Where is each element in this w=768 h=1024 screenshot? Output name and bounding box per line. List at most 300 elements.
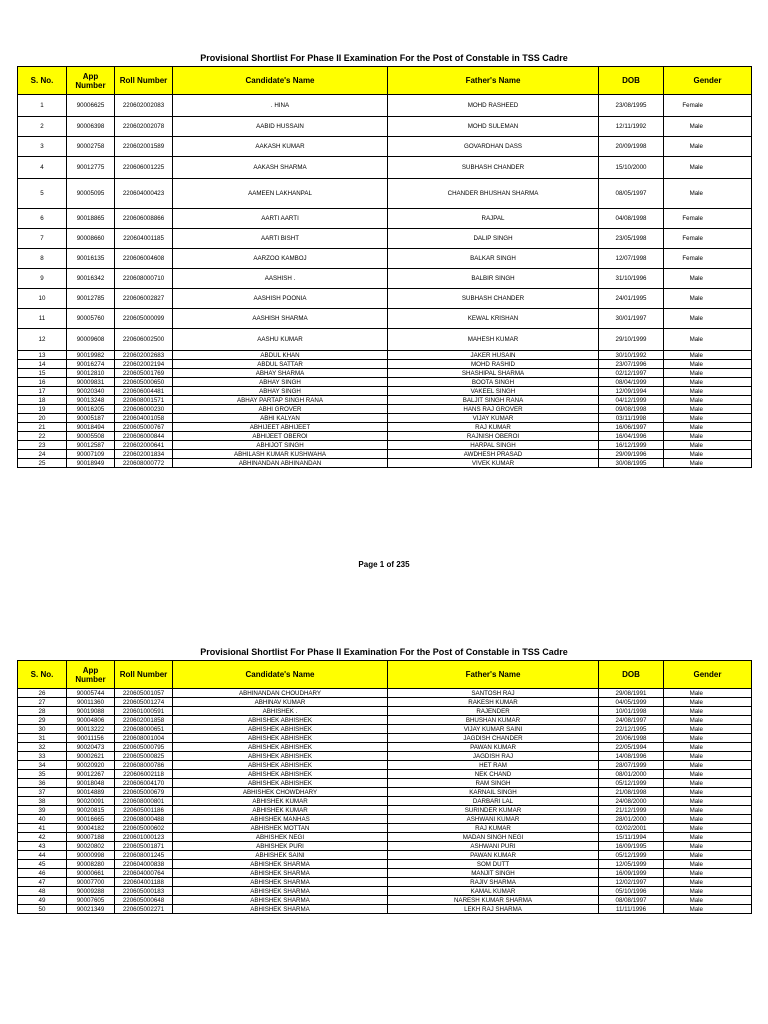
cell-app-number: 90008660 [67, 229, 115, 249]
cell-app-number: 90012775 [67, 157, 115, 179]
cell-roll-number: 220608000710 [115, 269, 173, 289]
cell-sno: 16 [18, 378, 67, 387]
table-row [18, 351, 752, 360]
cell-sno: 26 [18, 689, 67, 698]
cell-roll-number: 220608000488 [115, 815, 173, 824]
table-row [18, 396, 752, 405]
cell-candidate-name: ABHAY SINGH [173, 378, 388, 387]
cell-father-name: RAJPAL [388, 209, 599, 229]
cell-sno: 33 [18, 752, 67, 761]
cell-sno: 39 [18, 806, 67, 815]
cell-sno: 3 [18, 137, 67, 157]
table-row [18, 378, 752, 387]
table-row [18, 269, 752, 289]
cell-dob: 08/01/2000 [599, 770, 664, 779]
cell-gender: Male [664, 878, 752, 887]
cell-gender: Male [664, 752, 752, 761]
cell-gender: Male [664, 157, 752, 179]
cell-app-number: 90012785 [67, 289, 115, 309]
cell-sno: 12 [18, 329, 67, 351]
cell-father-name: ASHWANI PURI [388, 842, 599, 851]
cell-roll-number: 220602000641 [115, 441, 173, 450]
cell-candidate-name: AARTI AARTI [173, 209, 388, 229]
cell-father-name: DALIP SINGH [388, 229, 599, 249]
cell-dob: 21/12/1999 [599, 806, 664, 815]
cell-sno: 47 [18, 878, 67, 887]
cell-roll-number: 220608000786 [115, 761, 173, 770]
cell-roll-number: 220606000230 [115, 405, 173, 414]
cell-gender: Male [664, 698, 752, 707]
cell-app-number: 90012810 [67, 369, 115, 378]
cell-dob: 15/11/1994 [599, 833, 664, 842]
cell-gender: Male [664, 309, 752, 329]
cell-roll-number: 220604001185 [115, 229, 173, 249]
cell-father-name: CHANDER BHUSHAN SHARMA [388, 179, 599, 209]
cell-father-name: KARNAIL SINGH [388, 788, 599, 797]
table-row [18, 157, 752, 179]
cell-candidate-name: ABHINANDAN ABHINANDAN [173, 459, 388, 468]
table-row [18, 824, 752, 833]
cell-dob: 16/09/1995 [599, 842, 664, 851]
cell-app-number: 90020802 [67, 842, 115, 851]
cell-roll-number: 220608001245 [115, 851, 173, 860]
cell-gender: Male [664, 779, 752, 788]
cell-sno: 2 [18, 117, 67, 137]
cell-candidate-name: ABHI KALYAN [173, 414, 388, 423]
cell-gender: Male [664, 459, 752, 468]
cell-app-number: 90020815 [67, 806, 115, 815]
cell-app-number: 90002621 [67, 752, 115, 761]
cell-father-name: VIJAY KUMAR [388, 414, 599, 423]
cell-candidate-name: . HINA [173, 95, 388, 117]
cell-roll-number: 220602002194 [115, 360, 173, 369]
cell-dob: 09/08/1998 [599, 405, 664, 414]
cell-candidate-name: ABDUL SATTAR [173, 360, 388, 369]
cell-app-number: 90016205 [67, 405, 115, 414]
cell-candidate-name: ABHISHEK ABHISHEK [173, 761, 388, 770]
cell-father-name: RAJIV SHARMA [388, 878, 599, 887]
cell-dob: 30/08/1995 [599, 459, 664, 468]
cell-sno: 31 [18, 734, 67, 743]
table-row [18, 689, 752, 698]
cell-father-name: MAHESH KUMAR [388, 329, 599, 351]
table-row [18, 878, 752, 887]
cell-gender: Male [664, 387, 752, 396]
cell-roll-number: 220605000679 [115, 788, 173, 797]
cell-father-name: RAJNISH OBEROI [388, 432, 599, 441]
cell-roll-number: 220605001769 [115, 369, 173, 378]
table-row [18, 896, 752, 905]
cell-candidate-name: ABHINANDAN CHOUDHARY [173, 689, 388, 698]
col-sno: S. No. [18, 67, 67, 95]
cell-father-name: ASHWANI KUMAR [388, 815, 599, 824]
table-header-row [18, 661, 752, 689]
cell-candidate-name: ABHISHEK ABHISHEK [173, 779, 388, 788]
cell-dob: 29/09/1996 [599, 450, 664, 459]
cell-candidate-name: ABHAY PARTAP SINGH RANA [173, 396, 388, 405]
table-row [18, 441, 752, 450]
cell-sno: 40 [18, 815, 67, 824]
cell-dob: 08/05/1997 [599, 179, 664, 209]
table-row [18, 117, 752, 137]
col-dob: DOB [599, 661, 664, 689]
table-row [18, 734, 752, 743]
cell-sno: 30 [18, 725, 67, 734]
table-body [18, 95, 752, 468]
cell-dob: 29/08/1991 [599, 689, 664, 698]
cell-father-name: PAWAN KUMAR [388, 851, 599, 860]
cell-sno: 23 [18, 441, 67, 450]
cell-candidate-name: AAKASH KUMAR [173, 137, 388, 157]
cell-sno: 21 [18, 423, 67, 432]
cell-candidate-name: ABHIJEET ABHIJEET [173, 423, 388, 432]
cell-father-name: RAJENDER [388, 707, 599, 716]
table-row [18, 414, 752, 423]
cell-dob: 16/09/1999 [599, 869, 664, 878]
cell-gender: Male [664, 896, 752, 905]
cell-roll-number: 220606002827 [115, 289, 173, 309]
cell-gender: Male [664, 689, 752, 698]
cell-father-name: BHUSHAN KUMAR [388, 716, 599, 725]
cell-dob: 28/01/2000 [599, 815, 664, 824]
col-father-name: Father's Name [388, 661, 599, 689]
cell-candidate-name: ABHILASH KUMAR KUSHWAHA [173, 450, 388, 459]
col-app-number: App Number [67, 661, 115, 689]
col-sno: S. No. [18, 661, 67, 689]
cell-sno: 22 [18, 432, 67, 441]
table-row [18, 450, 752, 459]
cell-candidate-name: ABHISHEK NEGI [173, 833, 388, 842]
cell-roll-number: 220606002500 [115, 329, 173, 351]
cell-father-name: LEKH RAJ SHARMA [388, 905, 599, 914]
cell-father-name: MOHD RASHEED [388, 95, 599, 117]
cell-sno: 29 [18, 716, 67, 725]
table-row [18, 179, 752, 209]
cell-gender: Male [664, 396, 752, 405]
table-body [18, 689, 752, 914]
cell-dob: 04/12/1999 [599, 396, 664, 405]
cell-app-number: 90008280 [67, 860, 115, 869]
cell-gender: Male [664, 725, 752, 734]
cell-gender: Male [664, 405, 752, 414]
table-row [18, 725, 752, 734]
cell-dob: 30/10/1992 [599, 351, 664, 360]
cell-gender: Male [664, 860, 752, 869]
table-row [18, 329, 752, 351]
cell-father-name: SUBHASH CHANDER [388, 289, 599, 309]
cell-gender: Male [664, 450, 752, 459]
cell-father-name: JAKER HUSAIN [388, 351, 599, 360]
cell-gender: Male [664, 716, 752, 725]
cell-father-name: JAGDISH RAJ [388, 752, 599, 761]
cell-dob: 22/12/1995 [599, 725, 664, 734]
cell-father-name: HARPAL SINGH [388, 441, 599, 450]
table-row [18, 698, 752, 707]
cell-gender: Female [664, 229, 752, 249]
cell-roll-number: 220606001225 [115, 157, 173, 179]
cell-father-name: NEK CHAND [388, 770, 599, 779]
cell-candidate-name: ABHISHEK KUMAR [173, 797, 388, 806]
table-row [18, 716, 752, 725]
cell-gender: Male [664, 869, 752, 878]
cell-sno: 38 [18, 797, 67, 806]
cell-gender: Male [664, 887, 752, 896]
cell-sno: 27 [18, 698, 67, 707]
cell-father-name: NARESH KUMAR SHARMA [388, 896, 599, 905]
cell-sno: 7 [18, 229, 67, 249]
cell-sno: 13 [18, 351, 67, 360]
table-row [18, 860, 752, 869]
cell-sno: 20 [18, 414, 67, 423]
cell-dob: 05/10/1996 [599, 887, 664, 896]
cell-candidate-name: ABHISHEK ABHISHEK [173, 752, 388, 761]
col-roll-number: Roll Number [115, 67, 173, 95]
col-father-name: Father's Name [388, 67, 599, 95]
cell-dob: 24/01/1995 [599, 289, 664, 309]
table-row [18, 137, 752, 157]
cell-dob: 22/05/1994 [599, 743, 664, 752]
table-row [18, 707, 752, 716]
table-row [18, 249, 752, 269]
cell-sno: 28 [18, 707, 67, 716]
cell-roll-number: 220604000764 [115, 869, 173, 878]
cell-gender: Male [664, 707, 752, 716]
cell-candidate-name: AASHISH SHARMA [173, 309, 388, 329]
col-roll-number: Roll Number [115, 661, 173, 689]
cell-gender: Male [664, 369, 752, 378]
cell-candidate-name: ABHIJEET OBEROI [173, 432, 388, 441]
cell-gender: Male [664, 842, 752, 851]
cell-dob: 30/01/1997 [599, 309, 664, 329]
cell-roll-number: 220608000801 [115, 797, 173, 806]
cell-gender: Male [664, 289, 752, 309]
cell-app-number: 90007605 [67, 896, 115, 905]
table-row [18, 842, 752, 851]
cell-gender: Male [664, 770, 752, 779]
cell-roll-number: 220605000825 [115, 752, 173, 761]
table-row [18, 833, 752, 842]
table-row [18, 229, 752, 249]
cell-roll-number: 220606004608 [115, 249, 173, 269]
cell-app-number: 90020473 [67, 743, 115, 752]
cell-app-number: 90005095 [67, 179, 115, 209]
cell-app-number: 90019088 [67, 707, 115, 716]
cell-father-name: BALBIR SINGH [388, 269, 599, 289]
cell-dob: 14/08/1996 [599, 752, 664, 761]
cell-sno: 34 [18, 761, 67, 770]
cell-candidate-name: ABHISHEK ABHISHEK [173, 743, 388, 752]
cell-sno: 41 [18, 824, 67, 833]
cell-sno: 5 [18, 179, 67, 209]
cell-roll-number: 220605000650 [115, 378, 173, 387]
cell-roll-number: 220602002683 [115, 351, 173, 360]
table-row [18, 806, 752, 815]
cell-roll-number: 220605002271 [115, 905, 173, 914]
cell-sno: 15 [18, 369, 67, 378]
cell-candidate-name: ABHAY SHARMA [173, 369, 388, 378]
table-row [18, 797, 752, 806]
cell-roll-number: 220606002118 [115, 770, 173, 779]
table-row [18, 779, 752, 788]
cell-sno: 9 [18, 269, 67, 289]
cell-gender: Male [664, 833, 752, 842]
cell-gender: Male [664, 179, 752, 209]
col-app-number: App Number [67, 67, 115, 95]
cell-gender: Male [664, 824, 752, 833]
cell-father-name: BALJIT SINGH RANA [388, 396, 599, 405]
table-row [18, 360, 752, 369]
cell-roll-number: 220605000183 [115, 887, 173, 896]
cell-app-number: 90009831 [67, 378, 115, 387]
cell-dob: 10/01/1998 [599, 707, 664, 716]
cell-father-name: RAKESH KUMAR [388, 698, 599, 707]
cell-sno: 32 [18, 743, 67, 752]
cell-app-number: 90000661 [67, 869, 115, 878]
cell-gender: Male [664, 137, 752, 157]
cell-sno: 4 [18, 157, 67, 179]
cell-candidate-name: ABHINAV KUMAR [173, 698, 388, 707]
table-row [18, 743, 752, 752]
cell-dob: 31/10/1996 [599, 269, 664, 289]
cell-father-name: HET RAM [388, 761, 599, 770]
cell-roll-number: 220605000767 [115, 423, 173, 432]
cell-dob: 04/08/1998 [599, 209, 664, 229]
cell-father-name: KEWAL KRISHAN [388, 309, 599, 329]
cell-candidate-name: ABHI GROVER [173, 405, 388, 414]
cell-father-name: SANTOSH RAJ [388, 689, 599, 698]
cell-roll-number: 220608000651 [115, 725, 173, 734]
cell-dob: 21/08/1998 [599, 788, 664, 797]
cell-sno: 10 [18, 289, 67, 309]
cell-app-number: 90007109 [67, 450, 115, 459]
cell-sno: 37 [18, 788, 67, 797]
cell-candidate-name: AARTI BISHT [173, 229, 388, 249]
cell-dob: 23/08/1995 [599, 95, 664, 117]
cell-gender: Male [664, 329, 752, 351]
cell-sno: 36 [18, 779, 67, 788]
cell-father-name: AWDHESH PRASAD [388, 450, 599, 459]
cell-father-name: MOHD RASHID [388, 360, 599, 369]
cell-gender: Male [664, 851, 752, 860]
cell-dob: 20/09/1998 [599, 137, 664, 157]
cell-father-name: MADAN SINGH NEGI [388, 833, 599, 842]
cell-candidate-name: ABHISHEK ABHISHEK [173, 734, 388, 743]
cell-sno: 17 [18, 387, 67, 396]
cell-father-name: MANJIT SINGH [388, 869, 599, 878]
cell-father-name: SOM DUTT [388, 860, 599, 869]
cell-dob: 16/12/1999 [599, 441, 664, 450]
cell-candidate-name: ABHAY SINGH [173, 387, 388, 396]
cell-dob: 23/05/1998 [599, 229, 664, 249]
cell-app-number: 90007188 [67, 833, 115, 842]
cell-dob: 05/12/1999 [599, 779, 664, 788]
cell-father-name: KAMAL KUMAR [388, 887, 599, 896]
cell-roll-number: 220608001004 [115, 734, 173, 743]
cell-gender: Female [664, 209, 752, 229]
cell-roll-number: 220606004170 [115, 779, 173, 788]
cell-father-name: SURINDER KUMAR [388, 806, 599, 815]
cell-father-name: RAJ KUMAR [388, 423, 599, 432]
cell-candidate-name: AAKASH SHARMA [173, 157, 388, 179]
cell-app-number: 90012587 [67, 441, 115, 450]
cell-father-name: BOOTA SINGH [388, 378, 599, 387]
cell-gender: Male [664, 734, 752, 743]
cell-app-number: 90007700 [67, 878, 115, 887]
cell-roll-number: 220606008866 [115, 209, 173, 229]
cell-roll-number: 220602002078 [115, 117, 173, 137]
cell-dob: 12/02/1997 [599, 878, 664, 887]
cell-dob: 02/02/2001 [599, 824, 664, 833]
cell-dob: 20/06/1998 [599, 734, 664, 743]
cell-app-number: 90011156 [67, 734, 115, 743]
cell-dob: 28/07/1999 [599, 761, 664, 770]
cell-gender: Male [664, 117, 752, 137]
cell-app-number: 90000998 [67, 851, 115, 860]
table-row [18, 851, 752, 860]
cell-sno: 44 [18, 851, 67, 860]
cell-roll-number: 220606004481 [115, 387, 173, 396]
cell-dob: 16/06/1997 [599, 423, 664, 432]
cell-dob: 05/12/1999 [599, 851, 664, 860]
cell-roll-number: 220605001186 [115, 806, 173, 815]
cell-app-number: 90006625 [67, 95, 115, 117]
table-row [18, 788, 752, 797]
cell-roll-number: 220606000844 [115, 432, 173, 441]
table-row [18, 869, 752, 878]
cell-candidate-name: ABHISHEK SHARMA [173, 860, 388, 869]
cell-app-number: 90013222 [67, 725, 115, 734]
cell-sno: 42 [18, 833, 67, 842]
cell-dob: 12/11/1992 [599, 117, 664, 137]
cell-candidate-name: ABHISHEK MOTTAN [173, 824, 388, 833]
cell-candidate-name: ABHISHEK ABHISHEK [173, 716, 388, 725]
page-title: Provisional Shortlist For Phase II Examination For the Post of Constable in TSS Cadre [200, 647, 568, 657]
cell-app-number: 90020340 [67, 387, 115, 396]
cell-app-number: 90009608 [67, 329, 115, 351]
cell-app-number: 90020920 [67, 761, 115, 770]
cell-sno: 48 [18, 887, 67, 896]
cell-gender: Male [664, 761, 752, 770]
cell-app-number: 90016274 [67, 360, 115, 369]
cell-app-number: 90018048 [67, 779, 115, 788]
cell-dob: 02/12/1997 [599, 369, 664, 378]
cell-app-number: 90020091 [67, 797, 115, 806]
table-row [18, 770, 752, 779]
cell-app-number: 90019982 [67, 351, 115, 360]
cell-father-name: MOHD SULEMAN [388, 117, 599, 137]
cell-dob: 11/11/1996 [599, 905, 664, 914]
table-row [18, 761, 752, 770]
table-row [18, 209, 752, 229]
cell-roll-number: 220602002083 [115, 95, 173, 117]
cell-gender: Male [664, 423, 752, 432]
cell-sno: 46 [18, 869, 67, 878]
cell-sno: 25 [18, 459, 67, 468]
cell-candidate-name: ABHISHEK MANHAS [173, 815, 388, 824]
cell-roll-number: 220605001871 [115, 842, 173, 851]
cell-gender: Male [664, 441, 752, 450]
cell-app-number: 90004182 [67, 824, 115, 833]
cell-dob: 04/05/1999 [599, 698, 664, 707]
cell-roll-number: 220604000423 [115, 179, 173, 209]
cell-app-number: 90018494 [67, 423, 115, 432]
cell-dob: 12/07/1998 [599, 249, 664, 269]
cell-app-number: 90004806 [67, 716, 115, 725]
cell-sno: 24 [18, 450, 67, 459]
cell-gender: Female [664, 249, 752, 269]
cell-roll-number: 220604000838 [115, 860, 173, 869]
cell-sno: 45 [18, 860, 67, 869]
